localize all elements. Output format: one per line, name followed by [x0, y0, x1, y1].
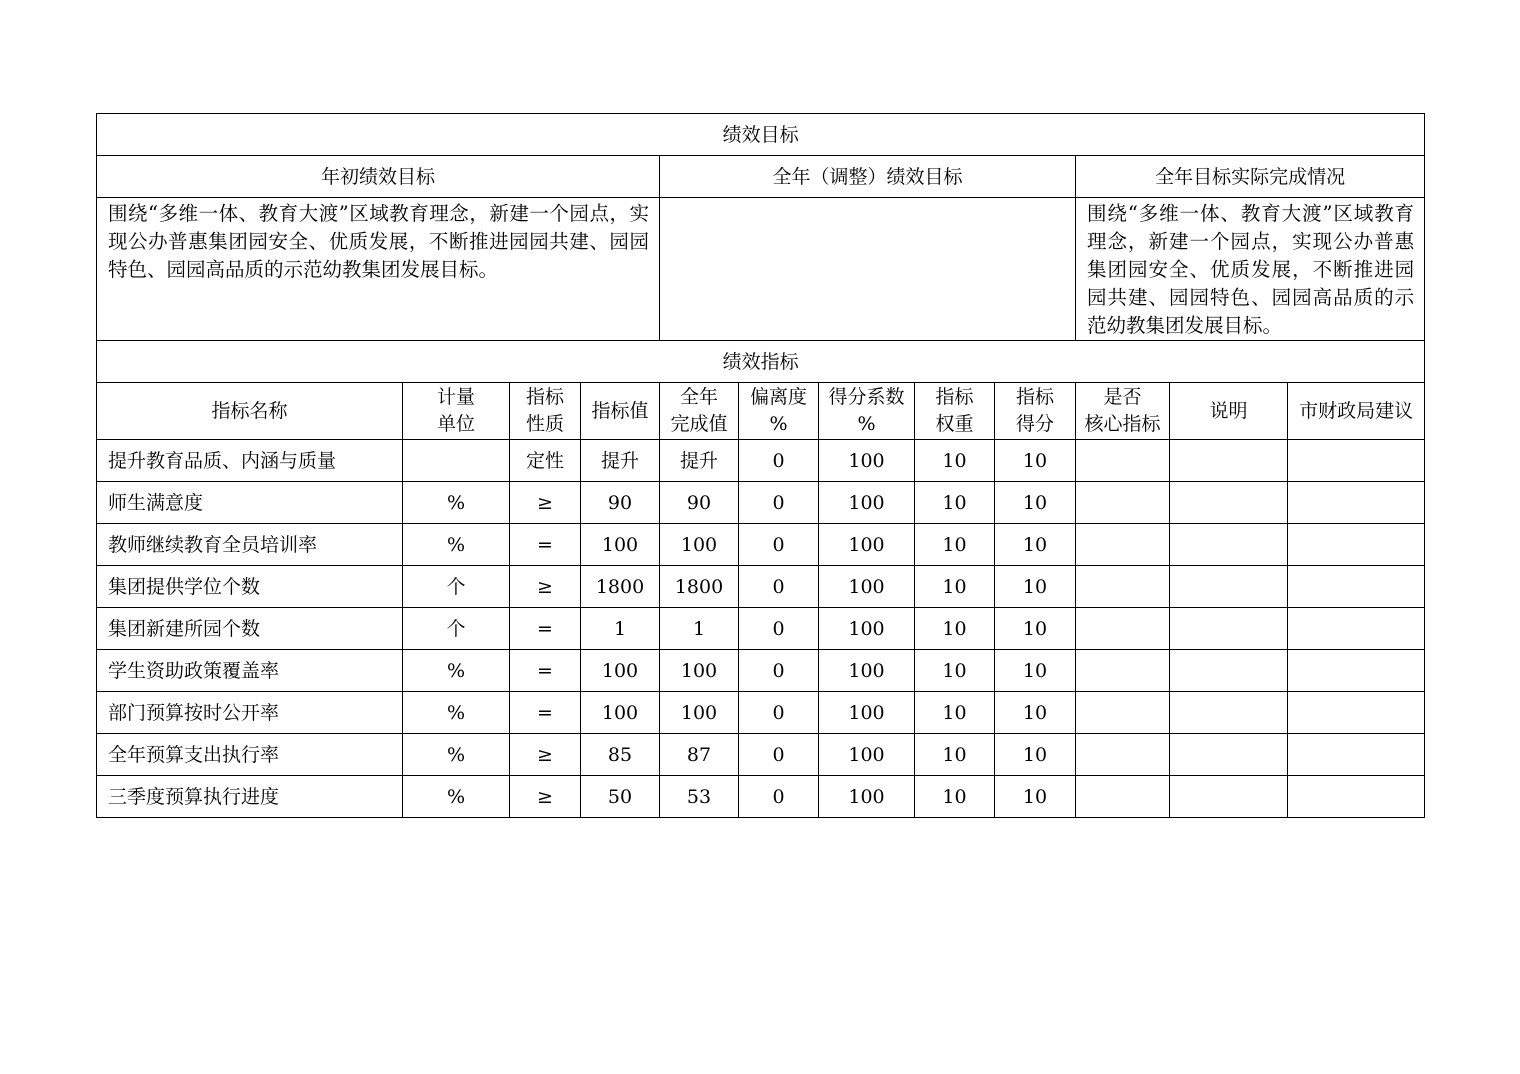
column-header-line1: 说明 — [1209, 399, 1248, 422]
table-cell: 0 — [739, 566, 819, 608]
column-header-line2: 性质 — [525, 413, 564, 435]
indicator-name-cell: 提升教育品质、内涵与质量 — [97, 440, 403, 482]
table-row — [97, 440, 1425, 482]
table-cell: 100 — [581, 650, 660, 692]
table-row — [97, 482, 1425, 524]
table-cell: 个 — [403, 608, 510, 650]
table-cell: ≥ — [510, 566, 581, 608]
column-header — [581, 383, 660, 440]
table-cell — [1076, 776, 1170, 818]
table-cell: 100 — [660, 650, 739, 692]
table-cell — [1076, 482, 1170, 524]
initial-goal-text: 围绕“多维一体、教育大渡”区域教育理念，新建一个园点，实现公办普惠集团园安全、优质发展，不断推进园园共建、园园特色、园园高品质的示范幼教集团发展目标。 — [97, 198, 660, 341]
table-cell: % — [403, 524, 510, 566]
table-cell: 10 — [995, 566, 1076, 608]
table-cell: 100 — [819, 608, 915, 650]
actual-completion-text: 围绕“多维一体、教育大渡”区域教育理念，新建一个园点，实现公办普惠集团园安全、优质发展，不断推进园园共建、园园特色、园园高品质的示范幼教集团发展目标。 — [1076, 198, 1425, 341]
goals-title: 绩效目标 — [97, 114, 1425, 156]
indicator-name-cell: 三季度预算执行进度 — [97, 776, 403, 818]
column-header-line1: 市财政局建议 — [1299, 399, 1414, 422]
table-cell: = — [510, 650, 581, 692]
column-header-line1: 指标名称 — [211, 399, 288, 422]
table-cell: 定性 — [510, 440, 581, 482]
table-cell: 90 — [581, 482, 660, 524]
table-cell — [1076, 692, 1170, 734]
table-row — [97, 566, 1425, 608]
table-cell — [1076, 608, 1170, 650]
table-cell: 10 — [915, 566, 995, 608]
table-cell: 100 — [819, 440, 915, 482]
table-cell: 提升 — [660, 440, 739, 482]
table-cell: 10 — [995, 734, 1076, 776]
table-cell: 0 — [739, 734, 819, 776]
column-header — [660, 383, 739, 440]
table-cell — [1170, 608, 1288, 650]
table-cell — [1288, 608, 1425, 650]
table-cell: 10 — [915, 776, 995, 818]
table-cell: 0 — [739, 608, 819, 650]
table-cell: 10 — [915, 692, 995, 734]
table-cell: % — [403, 776, 510, 818]
table-row — [97, 608, 1425, 650]
column-header-line1: 指标值 — [591, 399, 649, 422]
initial-goal-header: 年初绩效目标 — [97, 156, 660, 198]
table-cell: 1 — [581, 608, 660, 650]
column-header-line1: 计量 — [436, 386, 475, 408]
table-cell — [1170, 440, 1288, 482]
column-header — [1170, 383, 1288, 440]
table-cell: 0 — [739, 482, 819, 524]
table-cell: 87 — [660, 734, 739, 776]
table-cell: 1 — [660, 608, 739, 650]
table-cell — [1288, 524, 1425, 566]
table-cell: 0 — [739, 776, 819, 818]
table-cell: 10 — [995, 650, 1076, 692]
table-row — [97, 734, 1425, 776]
table-cell: 10 — [915, 524, 995, 566]
table-cell: ≥ — [510, 776, 581, 818]
table-cell: % — [403, 650, 510, 692]
table-cell: 10 — [995, 776, 1076, 818]
table-cell — [1288, 566, 1425, 608]
indicators-title: 绩效指标 — [97, 341, 1425, 383]
column-header-line1: 是否 — [1103, 386, 1142, 408]
table-cell — [1170, 566, 1288, 608]
table-cell: 10 — [995, 482, 1076, 524]
table-cell: 提升 — [581, 440, 660, 482]
table-cell: 50 — [581, 776, 660, 818]
table-cell: 10 — [995, 440, 1076, 482]
table-cell — [1076, 650, 1170, 692]
table-cell: ≥ — [510, 482, 581, 524]
table-cell: = — [510, 608, 581, 650]
indicator-name-cell: 集团新建所园个数 — [97, 608, 403, 650]
table-cell — [403, 440, 510, 482]
column-header-line1: 得分系数 — [828, 386, 905, 408]
table-cell: 100 — [581, 692, 660, 734]
adjusted-goal-header: 全年（调整）绩效目标 — [660, 156, 1076, 198]
table-cell — [1288, 692, 1425, 734]
table-cell: 10 — [995, 524, 1076, 566]
table-cell — [1288, 650, 1425, 692]
table-cell — [1170, 692, 1288, 734]
table-cell: 0 — [739, 440, 819, 482]
table-cell: ≥ — [510, 734, 581, 776]
table-cell: 0 — [739, 524, 819, 566]
table-cell — [1170, 524, 1288, 566]
table-cell: % — [403, 482, 510, 524]
column-header-line1: 全年 — [679, 386, 718, 408]
table-cell — [1288, 776, 1425, 818]
table-cell: 个 — [403, 566, 510, 608]
table-cell — [1288, 440, 1425, 482]
table-cell: 1800 — [660, 566, 739, 608]
table-cell — [1076, 734, 1170, 776]
actual-completion-header: 全年目标实际完成情况 — [1076, 156, 1425, 198]
table-cell: 10 — [915, 440, 995, 482]
table-cell: 0 — [739, 650, 819, 692]
indicator-name-cell: 师生满意度 — [97, 482, 403, 524]
indicator-name-cell: 集团提供学位个数 — [97, 566, 403, 608]
column-header-line1: 指标 — [1015, 386, 1054, 408]
column-header — [403, 383, 510, 440]
table-cell: 10 — [915, 608, 995, 650]
column-header-line1: 指标 — [935, 386, 974, 408]
performance-table — [96, 113, 1425, 818]
column-header-line2: 完成值 — [670, 413, 728, 435]
table-cell — [1076, 524, 1170, 566]
table-cell: 90 — [660, 482, 739, 524]
table-cell: 100 — [819, 482, 915, 524]
column-header — [995, 383, 1076, 440]
column-header-line2: % — [769, 413, 788, 435]
column-header-line1: 偏离度 — [749, 386, 807, 408]
table-cell: % — [403, 692, 510, 734]
column-header-line2: 得分 — [1015, 413, 1054, 435]
column-header — [97, 383, 403, 440]
table-cell: 1800 — [581, 566, 660, 608]
table-cell: 100 — [819, 776, 915, 818]
table-cell: 100 — [819, 524, 915, 566]
table-cell: 100 — [660, 692, 739, 734]
table-cell: 85 — [581, 734, 660, 776]
column-header — [819, 383, 915, 440]
table-row — [97, 650, 1425, 692]
indicator-name-cell: 学生资助政策覆盖率 — [97, 650, 403, 692]
table-cell: 100 — [819, 734, 915, 776]
table-cell: 10 — [995, 608, 1076, 650]
table-cell — [1170, 482, 1288, 524]
adjusted-goal-text — [660, 198, 1076, 341]
table-cell: 0 — [739, 692, 819, 734]
table-cell: 100 — [819, 566, 915, 608]
table-cell: 100 — [581, 524, 660, 566]
table-cell — [1076, 440, 1170, 482]
table-cell: % — [403, 734, 510, 776]
table-cell: 100 — [660, 524, 739, 566]
table-cell: 10 — [915, 650, 995, 692]
table-cell — [1288, 482, 1425, 524]
table-row — [97, 524, 1425, 566]
column-header — [510, 383, 581, 440]
column-header-line2: 核心指标 — [1084, 413, 1161, 435]
column-header-line1: 指标 — [525, 386, 564, 408]
table-row — [97, 692, 1425, 734]
table-cell: 10 — [995, 692, 1076, 734]
table-cell — [1170, 734, 1288, 776]
column-header-line2: 权重 — [935, 413, 974, 435]
table-cell: 100 — [819, 692, 915, 734]
table-cell: 10 — [915, 734, 995, 776]
table-cell — [1288, 734, 1425, 776]
table-cell — [1170, 650, 1288, 692]
column-header — [1288, 383, 1425, 440]
indicator-name-cell: 全年预算支出执行率 — [97, 734, 403, 776]
indicator-rows — [97, 440, 1425, 818]
indicator-name-cell: 教师继续教育全员培训率 — [97, 524, 403, 566]
table-cell — [1076, 566, 1170, 608]
column-header — [915, 383, 995, 440]
table-cell: = — [510, 524, 581, 566]
table-cell: 10 — [915, 482, 995, 524]
column-header — [739, 383, 819, 440]
table-cell: = — [510, 692, 581, 734]
column-header-row — [97, 383, 1425, 440]
table-cell — [1170, 776, 1288, 818]
table-cell: 53 — [660, 776, 739, 818]
column-header — [1076, 383, 1170, 440]
table-row — [97, 776, 1425, 818]
column-header-line2: % — [857, 413, 876, 435]
column-header-line2: 单位 — [436, 413, 475, 435]
indicator-name-cell: 部门预算按时公开率 — [97, 692, 403, 734]
table-cell: 100 — [819, 650, 915, 692]
